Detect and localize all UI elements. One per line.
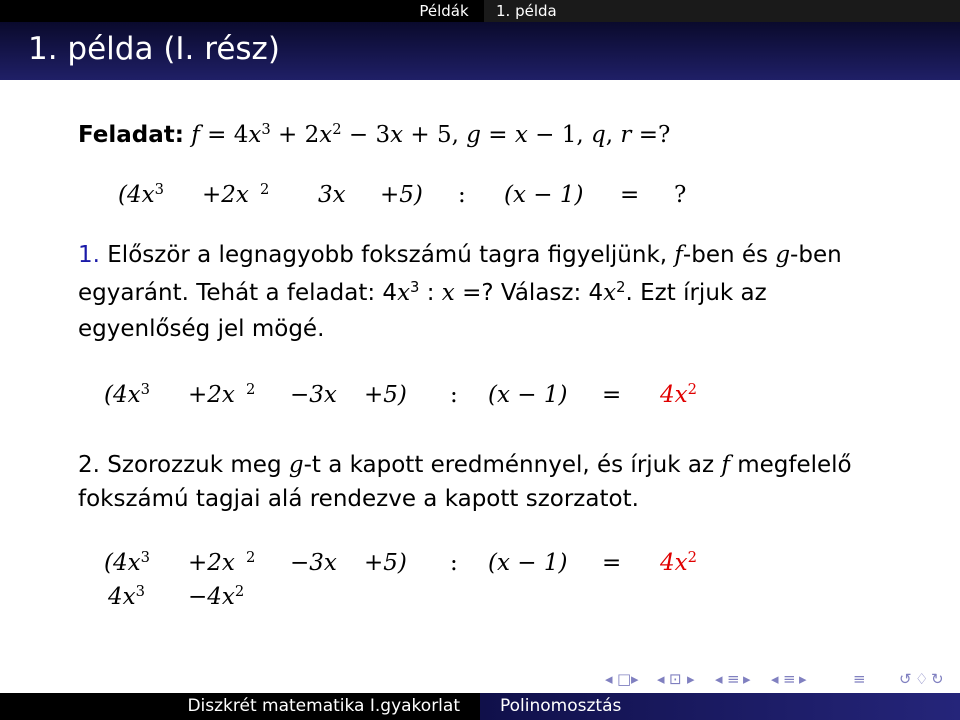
beamer-footer [0,693,960,720]
product-row: $4x^3$ $-4x^2$ [108,582,245,610]
header-left-pad [0,0,404,22]
nav-next-section-icon[interactable]: ▸ [743,670,751,688]
nav-next-frame-icon[interactable]: ▸ [631,670,639,688]
nav-frame-icon[interactable]: □ [617,670,632,688]
nav-prev-frame-icon[interactable]: ◂ [605,670,613,688]
nav-prev-doc-icon[interactable]: ◂ [771,670,779,688]
task-line [78,120,670,150]
division-equation-3: ($4x^3$ +2x $^2$ −3x +5) : (x − 1) = $4x^2$ [104,548,697,576]
nav-doc-icon[interactable]: ≡ [783,670,796,688]
beamer-header [0,0,960,80]
step1-line2: egyaránt. Tehát a feladat: $4x^3$ : x =? Válasz: $4x^2$. Ezt írjuk az [78,278,767,306]
nav-appendix-icon[interactable]: ≡ [853,670,866,688]
frame-title: 1. példa (I. rész) [28,31,280,67]
nav-next-doc-icon[interactable]: ▸ [799,670,807,688]
step2-line2: fokszámú tagjai alá rendezve a kapott szorzatot. [78,486,639,512]
nav-back-icon[interactable]: ↺ [899,670,912,688]
nav-next-subsection-icon[interactable]: ▸ [687,670,695,688]
division-equation-1: ($4x^3$ +2x $^2$ 3x +5) : (x − 1) = ? [118,180,687,208]
nav-subsection-link[interactable]: 1. példa [484,0,960,22]
nav-section-icon[interactable]: ≡ [727,670,740,688]
beamer-nav-symbols [605,668,955,690]
step2-number: 2. [78,452,100,478]
step1-line3: egyenlőség jel mögé. [78,316,325,342]
footer-topic: Polinomosztás [480,693,960,720]
step2-line1: 2. Szorozzuk meg g-t a kapott eredménnyel, és írjuk az f megfelelő [78,452,852,478]
quotient-term-3: $4x^2$ [660,548,697,576]
quotient-term: $4x^2$ [660,380,697,408]
step1-line1: 1. Először a legnagyobb fokszámú tagra figyeljünk, f-ben és g-ben [78,242,842,268]
nav-prev-section-icon[interactable]: ◂ [715,670,723,688]
nav-forward-icon[interactable]: ↻ [931,670,944,688]
task-label: Feladat: [78,122,184,148]
nav-subsection-icon[interactable]: ⊡ [669,670,682,688]
nav-search-icon[interactable]: ♢ [915,670,929,688]
nav-section-link[interactable]: Példák [419,2,469,20]
nav-prev-subsection-icon[interactable]: ◂ [657,670,665,688]
task-formula: $f = 4x^3 + 2x^2 - 3x + 5$, g = x − 1, q, r =? [191,120,671,148]
division-equation-2: ($4x^3$ +2x $^2$ −3x +5) : (x − 1) = $4x^2$ [104,380,697,408]
step1-number: 1. [78,242,100,268]
footer-course-title: Diszkrét matematika I.gyakorlat [0,693,480,720]
